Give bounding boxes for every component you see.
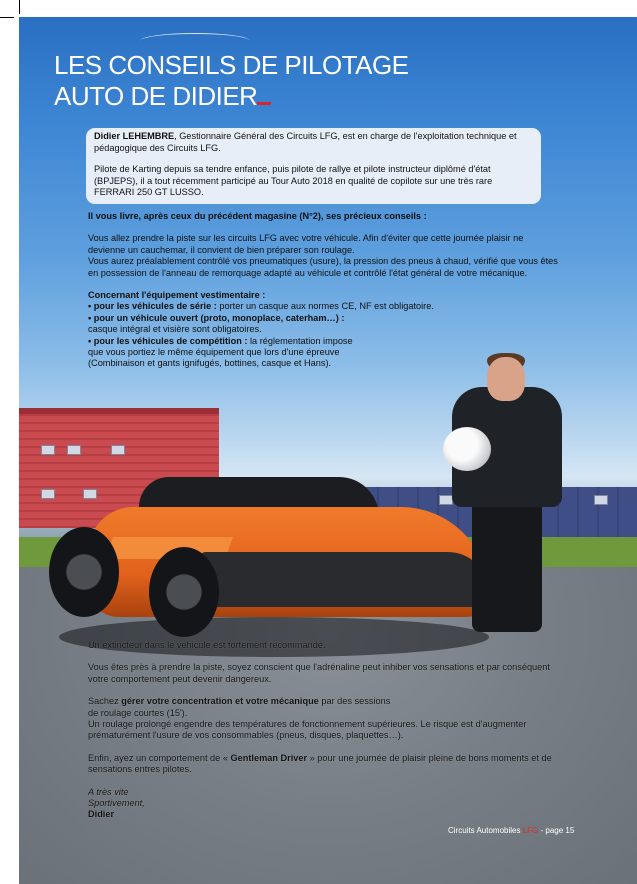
para-preparation: Vous allez prendre la piste sur les circuits LFG avec votre véhicule. Afin d'éviter que cette journée plaisir ne devienne un cauchemar, il convient de bien préparer son roulage.	[88, 233, 524, 255]
author-name: Didier LEHEMBRE	[94, 131, 175, 141]
para-roulage: Un roulage prolongé engendre des températures de fonctionnement supérieures. Le risque est d'augmenter prématurément l'usure de vos consommables (pneus, disques, plaquettes…).	[88, 719, 527, 741]
concentration-suffix: par des sessions	[318, 696, 391, 707]
intro-paragraph-1	[94, 131, 533, 154]
article-lower	[88, 640, 558, 821]
title-line-1: LES CONSEILS DE PILOTAGE	[54, 50, 409, 80]
footer-brand: LFG	[522, 826, 539, 835]
driver-legs	[472, 497, 542, 632]
helmet-icon	[443, 427, 491, 471]
concentration-bold: gérer votre concentration et votre mécanique	[121, 696, 319, 707]
car-wheel	[149, 547, 219, 637]
article-upper	[88, 211, 558, 370]
intro-text-1: , Gestionnaire Général des Circuits LFG, est en charge de l'exploitation technique et pédagogique des Circuits LFG.	[94, 131, 517, 153]
building-window	[594, 495, 608, 505]
author-intro-box	[86, 128, 541, 204]
para-concentration	[88, 696, 558, 707]
para-adrenaline: Vous êtes près à prendre la piste, soyez conscient que l'adrénaline peut inhiber vos sensations et par conséquent votre comportement peut devenir dangereux.	[88, 662, 550, 684]
driver-photo	[437, 347, 587, 637]
bullet-serie-label: • pour les véhicules de série :	[88, 301, 217, 312]
title-line-2: AUTO DE DIDIER	[54, 81, 258, 111]
equipment-heading: Concernant l'équipement vestimentaire :	[88, 290, 266, 301]
footer-page-number: - page 15	[538, 826, 575, 835]
crop-mark	[19, 0, 20, 14]
bullet-competition-label: • pour les véhicules de compétition :	[88, 335, 248, 346]
concentration-prefix: Sachez	[88, 696, 122, 707]
intro-paragraph-2: Pilote de Karting depuis sa tendre enfance, puis pilote de rallye et pilote instructeur diplômé d'état (BPJEPS), il a tout récemment participé au Tour Auto 2018 en qualité de copilote sur une très rare FERRARI 250 GT LUSSO.	[94, 164, 493, 198]
gentleman-bold: Gentleman Driver	[230, 752, 308, 763]
car-wheel	[49, 527, 119, 617]
footer-prefix: Circuits Automobiles	[448, 826, 523, 835]
bullet-serie	[88, 301, 558, 312]
signoff-line-2: Sportivement,	[88, 798, 145, 809]
signoff-line-1: A très vite	[88, 786, 129, 797]
competition-line-3: (Combinaison et gants ignifugés, bottines, casque et Hans).	[88, 358, 332, 369]
para-gentleman	[88, 753, 558, 776]
article-lead: Il vous livre, après ceux du précédent magasine (N°2), ses précieux conseils :	[88, 211, 427, 221]
race-car-photo	[49, 447, 489, 657]
para-extincteur: Un extincteur dans le véhicule est fortement recommandé.	[88, 640, 326, 650]
bullet-competition	[88, 336, 558, 347]
gentleman-prefix: Enfin, ayez un comportement de «	[88, 752, 231, 763]
bullet-ouvert-label: • pour un véhicule ouvert (proto, monoplace, caterham…) :	[88, 312, 345, 323]
para-sessions: de roulage courtes (15').	[88, 707, 188, 718]
signature: Didier	[88, 809, 115, 820]
page-title	[54, 50, 409, 112]
bullet-serie-text: porter un casque aux normes CE, NF est obligatoire.	[216, 301, 434, 312]
competition-line-2: que vous portiez le même équipement que lors d'une épreuve	[88, 347, 340, 358]
swoosh-logo-icon	[140, 33, 250, 49]
crop-mark	[0, 17, 14, 18]
title-accent-bar	[257, 102, 271, 105]
page-footer	[448, 826, 574, 835]
gentleman-suffix: » pour une journée de plaisir pleine de bons moments et de sensations entres pilotes.	[88, 752, 552, 775]
para-controle: Vous aurez préalablement contrôlé vos pneumatiques (usure), la pression des pneus à chaud, vérifié que vous êtes en possession de l'anneau de remorquage adapté au véhicule et contrôlé l'état général de votre mécanique.	[88, 256, 558, 278]
bullet-competition-text: la réglementation impose	[247, 335, 353, 346]
red-building-roof	[19, 408, 219, 414]
bullet-ouvert-text: casque intégral et visière sont obligatoires.	[88, 324, 262, 335]
